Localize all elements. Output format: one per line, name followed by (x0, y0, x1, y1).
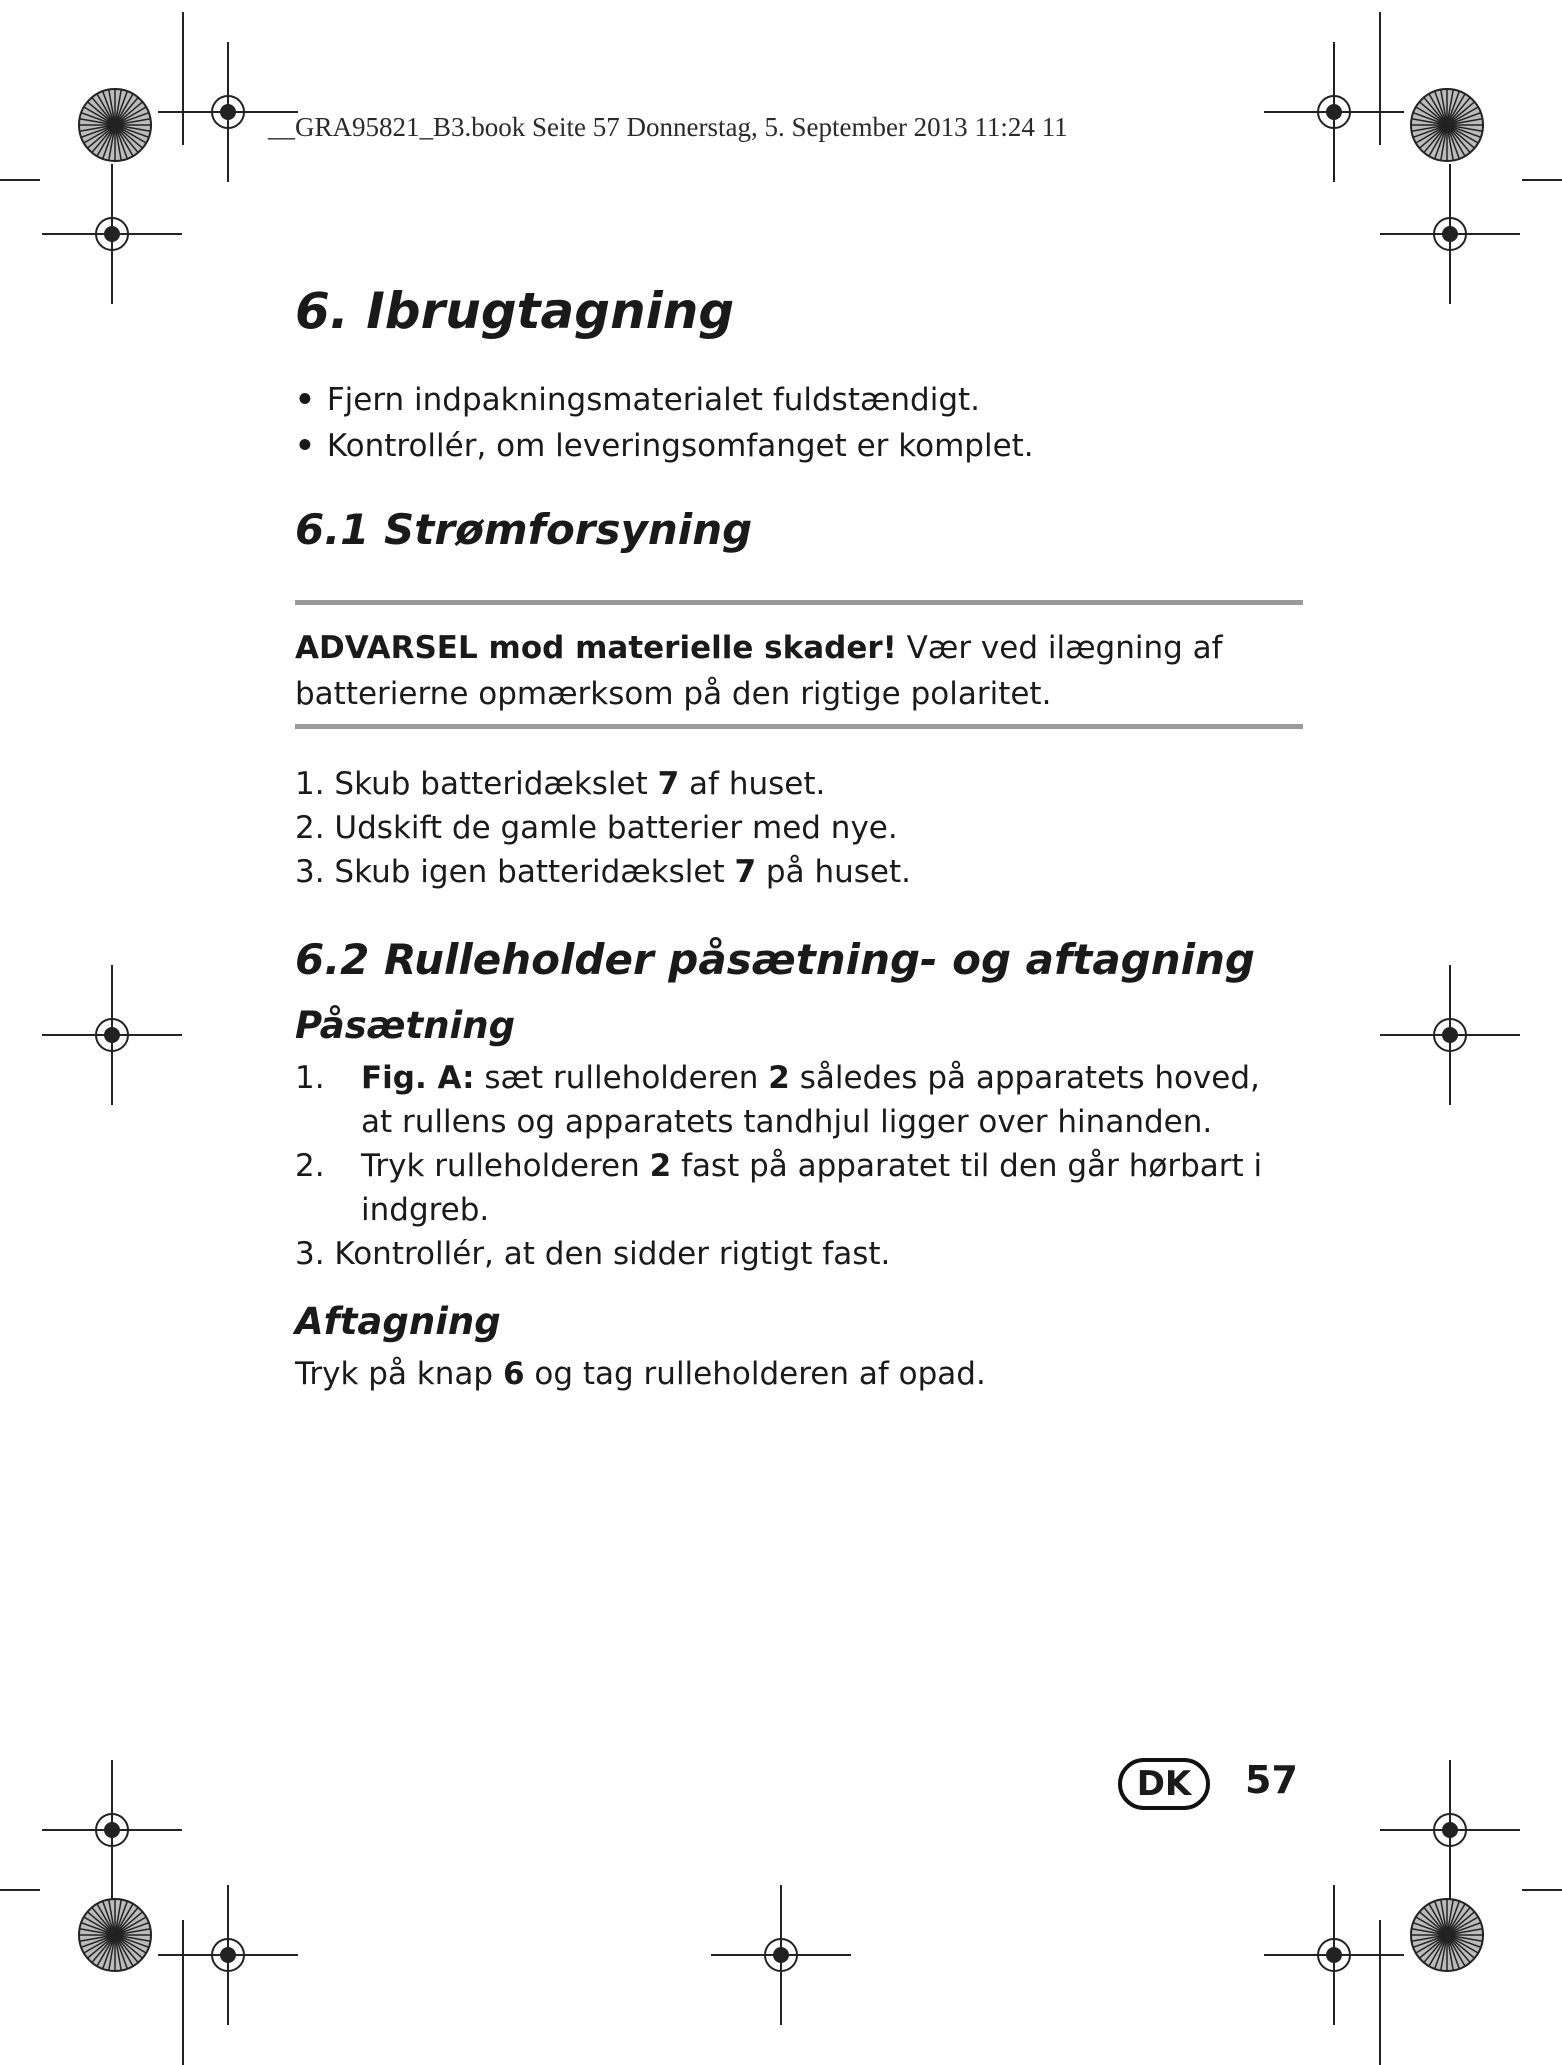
mount-step-2 (295, 1144, 1262, 1188)
step-text: Udskift de gamle batterier med nye. (324, 810, 898, 846)
bullet-icon: • (295, 382, 315, 418)
crosshair-icon (711, 1885, 851, 2025)
bullet-item (295, 378, 980, 422)
warning-label: ADVARSEL mod materielle skader! (295, 630, 897, 666)
bullet-text: Kontrollér, om leveringsomfanget er komplet. (326, 428, 1034, 464)
part-ref: 6 (502, 1356, 525, 1392)
bullet-text: Fjern indpakningsmaterialet fuldstændigt. (326, 382, 981, 418)
step-number: 3. (295, 854, 325, 890)
step-text: Skub batteridækslet (324, 766, 658, 802)
registration-rosette-icon (1411, 1899, 1483, 1971)
step-text: Skub igen batteridækslet (324, 854, 735, 890)
crosshair-icon (42, 965, 182, 1105)
step-number: 1. (295, 1060, 325, 1096)
registration-rosette-icon (79, 1899, 151, 1971)
step-text: sæt rulleholderen (474, 1060, 769, 1096)
warning-line-1 (295, 626, 1223, 670)
part-ref: 7 (734, 854, 757, 890)
figure-ref: Fig. A: (361, 1060, 475, 1096)
step-item (295, 762, 825, 806)
crosshair-icon (1380, 965, 1520, 1105)
language-badge: DK (1118, 1758, 1210, 1810)
step-number: 2. (295, 1148, 325, 1184)
crosshair-icon (42, 1760, 182, 1900)
part-ref: 2 (649, 1148, 672, 1184)
page-number: 57 (1245, 1758, 1298, 1802)
mount-step-1-line-2: at rullens og apparatets tandhjul ligger over hinanden. (361, 1104, 1213, 1140)
remove-instruction (295, 1352, 986, 1396)
step-text: på huset. (756, 854, 911, 890)
warning-bottom-rule (295, 724, 1303, 729)
crosshair-icon (158, 1885, 298, 2025)
step-text: af huset. (679, 766, 826, 802)
bullet-item (295, 424, 1034, 468)
bullet-icon: • (295, 428, 315, 464)
subsection-title-remove: Aftagning (295, 1300, 501, 1343)
crosshair-icon (1264, 1885, 1404, 2025)
section-6-title: 6. Ibrugtagning (295, 282, 735, 340)
part-ref: 2 (768, 1060, 790, 1096)
part-ref: 7 (657, 766, 680, 802)
step-item (295, 806, 898, 850)
step-text: således på apparatets hoved, (789, 1060, 1260, 1096)
section-6-2-title: 6.2 Rulleholder påsætning- og aftagning (295, 935, 1255, 984)
mount-step-1 (295, 1056, 1260, 1100)
crosshair-icon (1264, 42, 1404, 182)
step-number: 1. (295, 766, 325, 802)
step-item (295, 850, 911, 894)
warning-text: Vær ved ilægning af (896, 630, 1223, 666)
crosshair-icon (1380, 1760, 1520, 1900)
step-number: 2. (295, 810, 325, 846)
section-6-1-title: 6.1 Strømforsyning (295, 505, 753, 554)
warning-line-2: batterierne opmærksom på den rigtige polaritet. (295, 676, 1052, 712)
subsection-title-mount: Påsætning (295, 1004, 516, 1047)
print-header-line: __GRA95821_B3.book Seite 57 Donnerstag, 5. September 2013 11:24 11 (268, 112, 1068, 142)
registration-rosette-icon (1411, 89, 1483, 161)
crosshair-icon (42, 164, 182, 304)
instruction-text: og tag rulleholderen af opad. (524, 1356, 986, 1392)
step-text: fast på apparatet til den går hørbart i (671, 1148, 1263, 1184)
warning-top-rule (295, 600, 1303, 605)
mount-step-3: 3. Kontrollér, at den sidder rigtigt fast. (295, 1236, 891, 1272)
step-text: Tryk rulleholderen (361, 1148, 650, 1184)
mount-step-2-line-2: indgreb. (361, 1192, 490, 1228)
crosshair-icon (1380, 164, 1520, 304)
instruction-text: Tryk på knap (295, 1356, 503, 1392)
registration-rosette-icon (79, 89, 151, 161)
